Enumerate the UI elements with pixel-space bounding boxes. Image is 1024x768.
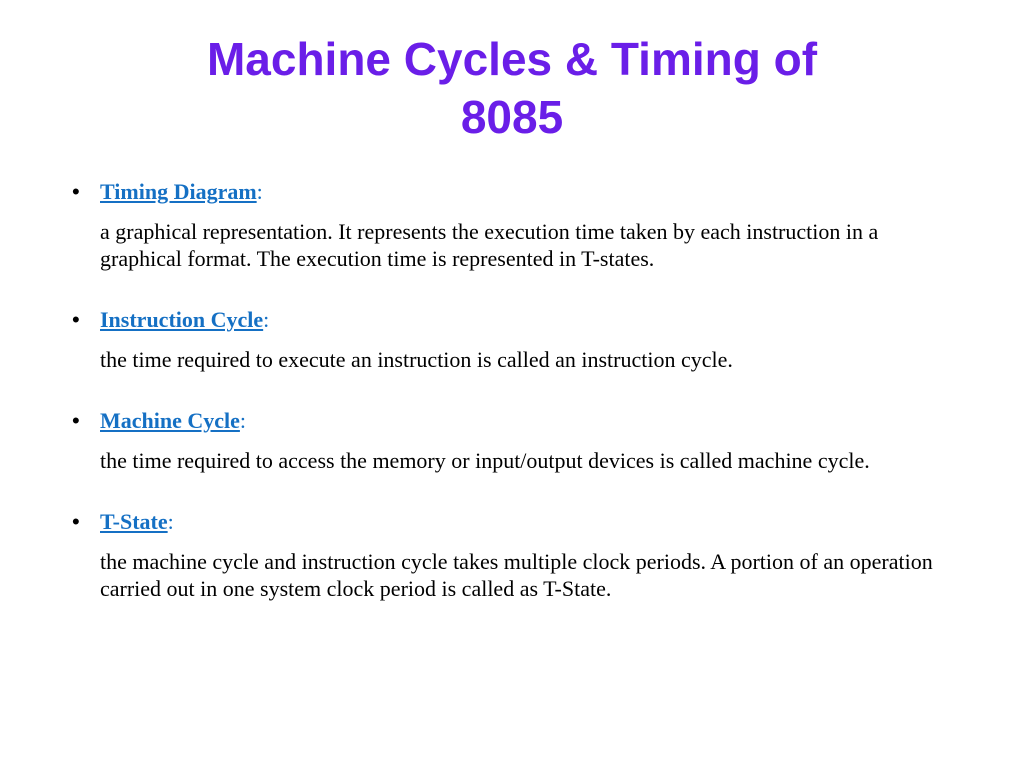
term-machine-cycle: Machine Cycle [100,408,240,433]
term-colon: : [167,509,174,534]
title-line-1: Machine Cycles & Timing of [206,33,818,85]
term-timing-diagram: Timing Diagram [100,179,257,204]
slide-title [60,30,964,146]
term-colon: : [239,408,247,433]
bullet-item-t-state [60,508,960,602]
definition-t-state: the machine cycle and instruction cycle takes multiple clock periods. A portion of an operation carried out in one system clock period is called as T-State. [100,549,933,601]
definition-machine-cycle: the time required to access the memory or input/output devices is called machine cycle. [100,448,870,473]
bullet-item-machine-cycle [60,407,960,474]
title-line-2: 8085 [460,91,564,143]
term-colon: : [263,307,270,332]
bullet-list [60,178,960,636]
definition-instruction-cycle: the time required to execute an instruction is called an instruction cycle. [100,347,733,372]
definition-timing-diagram: a graphical representation. It represents the execution time taken by each instruction in a graphical format. The execution time is represented in T-states. [100,219,879,271]
term-instruction-cycle: Instruction Cycle [100,307,264,332]
bullet-item-instruction-cycle [60,306,960,373]
bullet-icon: • [72,179,80,204]
term-line [100,508,960,536]
bullet-icon: • [72,408,80,433]
bullet-icon: • [72,307,80,332]
term-line [100,306,960,334]
term-line [100,407,960,435]
term-colon: : [256,179,263,204]
term-line [100,178,960,206]
term-t-state: T-State [100,509,168,534]
bullet-icon: • [72,509,80,534]
bullet-item-timing-diagram [60,178,960,272]
